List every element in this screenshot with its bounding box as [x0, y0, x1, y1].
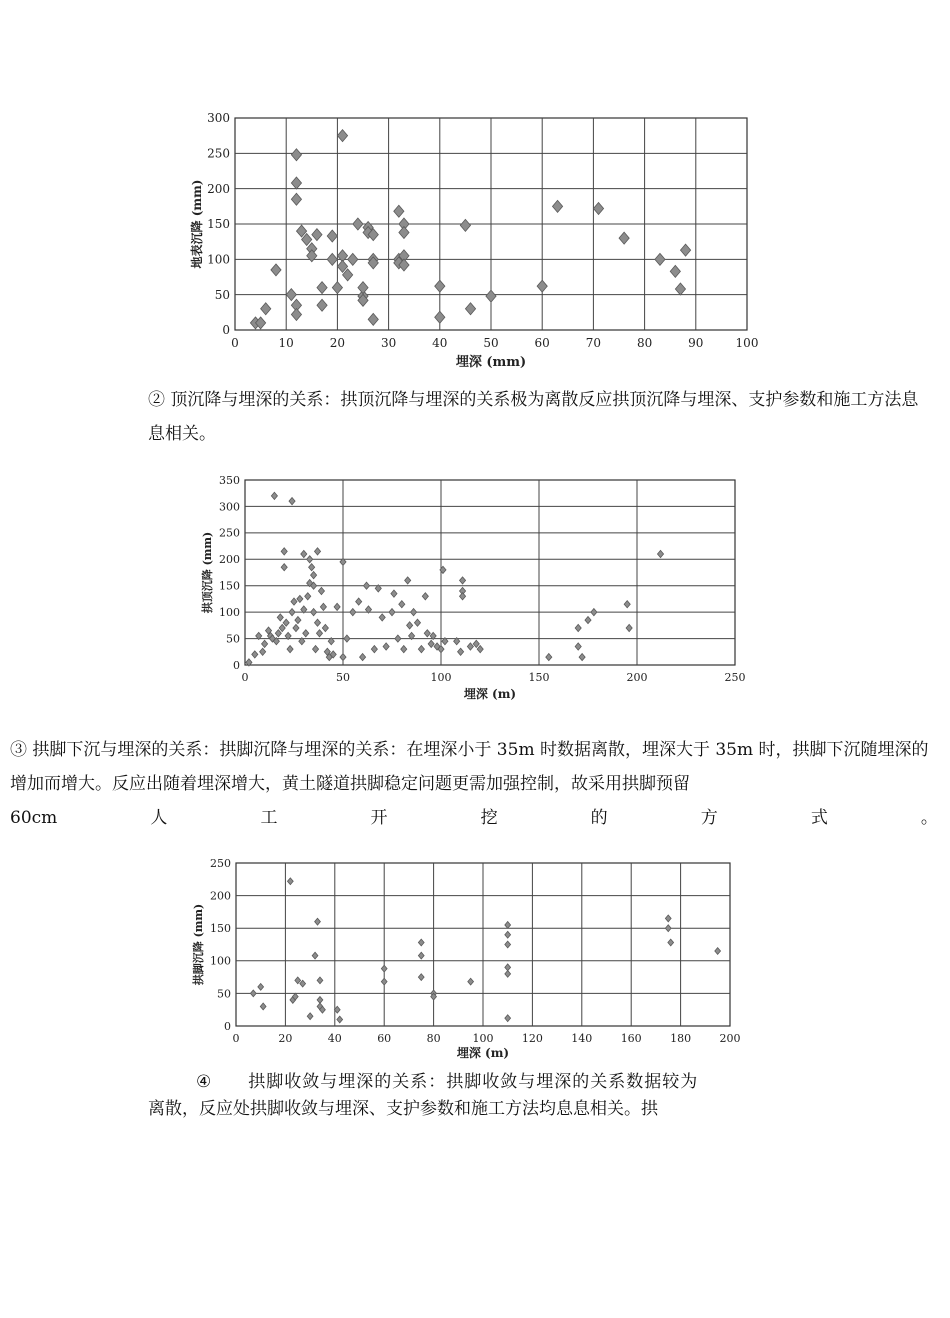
y-tick-label: 250: [207, 146, 230, 161]
paragraph-crown-settlement: ② 顶沉降与埋深的关系：拱顶沉降与埋深的关系极为离散反应拱顶沉降与埋深、支护参数和施工方法息息相关。: [148, 390, 919, 444]
x-tick-label: 40: [327, 1032, 342, 1045]
y-axis-label: 拱脚沉降 (mm): [192, 903, 205, 986]
x-tick-label: 20: [278, 1032, 293, 1045]
y-tick-label: 50: [214, 287, 230, 302]
x-tick-label: 0: [231, 336, 239, 350]
paragraph-arch-foot-sinking: [10, 733, 938, 835]
x-tick-label: 100: [430, 671, 452, 684]
chart-surface-settlement: [180, 108, 780, 374]
plot-area: [245, 480, 735, 665]
chart-surface-settlement-svg: [180, 108, 780, 374]
y-tick-label: 150: [210, 922, 231, 936]
x-tick-label: 90: [688, 336, 704, 350]
x-tick-label: 200: [626, 671, 648, 684]
y-tick-label: 200: [210, 889, 231, 903]
justified-word: 开: [370, 808, 388, 828]
x-tick-label: 120: [521, 1032, 543, 1045]
x-tick-label: 150: [528, 671, 550, 684]
y-tick-label: 250: [219, 526, 240, 540]
x-tick-label: 0: [232, 1032, 240, 1045]
chart-arch-foot-settlement: [188, 848, 750, 1066]
x-axis-label: 埋深 (mm): [455, 355, 527, 370]
x-tick-label: 70: [585, 336, 602, 350]
chart-arch-foot-settlement-svg: [188, 848, 750, 1066]
justified-word: 挖: [480, 808, 498, 828]
x-tick-label: 140: [571, 1032, 593, 1045]
paragraph-arch-foot-sinking-text: ③ 拱脚下沉与埋深的关系：拱脚沉降与埋深的关系：在埋深小于 35m 时数据离散，埋深大于 35m 时，拱脚下沉随埋深的增加而增大。反应出随着埋深增大，黄土隧道拱脚稳定问题更需加强控制，故采用拱脚预留: [10, 740, 929, 794]
y-tick-label: 100: [207, 252, 230, 267]
y-tick-label: 0: [233, 658, 240, 672]
justified-word: 方: [700, 808, 718, 828]
y-tick-label: 100: [210, 954, 231, 968]
x-tick-label: 60: [534, 336, 550, 350]
chart-crown-settlement: [172, 465, 760, 713]
x-axis-label: 埋深 (m): [463, 687, 517, 701]
paragraph-text: 拱脚收敛与埋深的关系：拱脚收敛与埋深的关系数据较为: [248, 1072, 699, 1092]
x-tick-label: 10: [278, 336, 294, 350]
x-tick-label: 80: [636, 336, 653, 350]
y-tick-label: 300: [207, 111, 230, 126]
x-tick-label: 50: [483, 336, 499, 350]
y-tick-label: 50: [217, 987, 231, 1001]
paragraph-arch-foot-sinking-last-line: [10, 801, 938, 835]
paragraph-arch-foot-convergence-line2: 离散，反应处拱脚收敛与埋深、支护参数和施工方法均息息相关。拱: [148, 1099, 658, 1119]
y-tick-label: 0: [222, 323, 230, 338]
x-tick-label: 100: [735, 336, 759, 350]
x-tick-label: 60: [377, 1032, 392, 1045]
y-tick-label: 200: [207, 181, 230, 196]
x-axis-label: 埋深 (m): [456, 1046, 510, 1060]
x-tick-label: 100: [472, 1032, 494, 1045]
justified-word: 的: [590, 808, 608, 828]
justified-word: 60cm: [10, 808, 58, 828]
chart-crown-settlement-svg: [172, 465, 760, 713]
x-tick-label: 30: [380, 336, 397, 350]
y-tick-label: 350: [219, 473, 240, 487]
x-tick-label: 40: [432, 336, 448, 350]
justified-word: 。: [920, 808, 938, 828]
x-tick-label: 0: [241, 671, 249, 684]
justified-word: 工: [260, 808, 278, 828]
y-tick-label: 200: [219, 553, 240, 567]
y-tick-label: 300: [219, 500, 240, 514]
justified-word: 式: [810, 808, 828, 828]
y-axis-label: 拱顶沉降 (mm): [201, 531, 214, 614]
item-number: ④: [196, 1072, 213, 1092]
y-axis-label: 地表沉降 (mm): [190, 179, 204, 269]
justified-word: 人: [150, 808, 168, 828]
x-tick-label: 20: [329, 336, 346, 350]
x-tick-label: 160: [620, 1032, 642, 1045]
x-tick-label: 200: [719, 1032, 741, 1045]
y-tick-label: 100: [219, 605, 240, 619]
x-tick-label: 180: [670, 1032, 692, 1045]
x-tick-label: 250: [724, 671, 746, 684]
x-tick-label: 50: [336, 671, 350, 684]
y-tick-label: 50: [226, 632, 240, 646]
paragraph-arch-foot-convergence-line1: [196, 1069, 806, 1095]
y-tick-label: 150: [219, 579, 240, 593]
y-tick-label: 250: [210, 856, 231, 870]
y-tick-label: 0: [224, 1019, 231, 1033]
y-tick-label: 150: [207, 217, 230, 232]
x-tick-label: 80: [426, 1032, 441, 1045]
